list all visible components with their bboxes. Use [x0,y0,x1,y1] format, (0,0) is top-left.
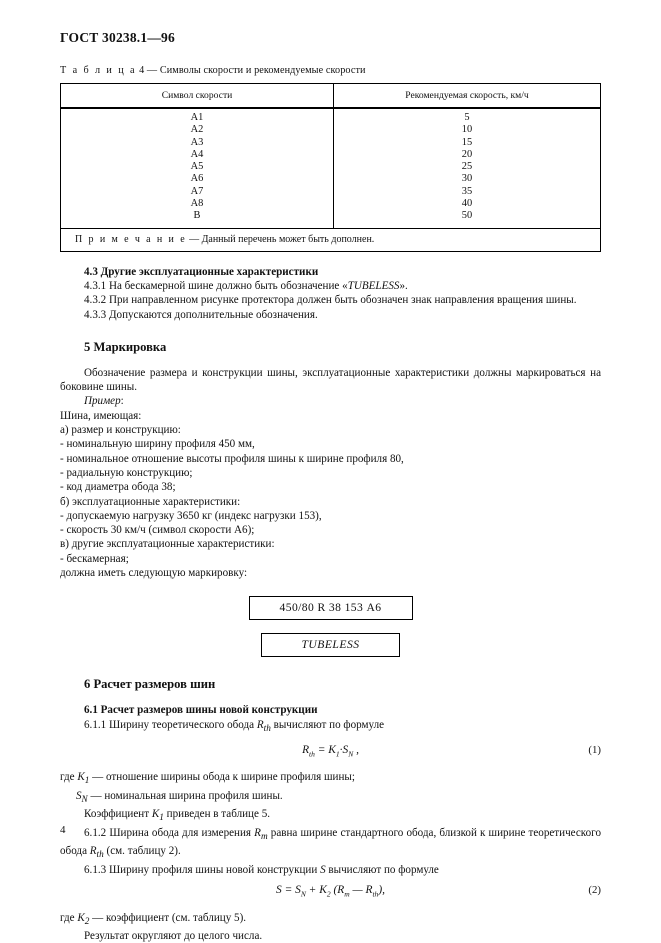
table-row: 15 [461,136,473,148]
formula-2-minus: — [349,884,366,897]
text-6-1-2-a: 6.1.2 Ширина обода для измерения [84,826,255,839]
var-Rth-2 [89,845,104,861]
table-row: В [193,210,201,222]
formula-2-K-sub: 2 [326,889,331,899]
formula-1-row [60,743,601,761]
var-S: S [320,863,326,876]
table-row: 40 [461,198,473,210]
text-tubeless-emphasis: TUBELESS [347,279,400,292]
result-note: Результат округляют до целого числа. [84,930,263,943]
example-list-item: б) эксплуатационные характеристики: [60,495,241,508]
table-row: А4 [190,148,204,160]
text-4-3-1-pre: 4.3.1 На бескамерной шине должно быть обозначение « [84,279,348,292]
formula-2-Rth-sub: th [372,889,379,899]
coef-postfix: приведен в таблице 5. [163,808,271,821]
coefficient-note [60,807,601,826]
paragraph-4-3-1 [60,279,601,293]
var-SN-subscript: N [81,795,88,806]
page-number: 4 [60,824,66,836]
formula-2-number: (2) [588,884,601,897]
marking-box-2-wrapper [60,633,601,657]
table-caption-text: 4 — Символы скорости и рекомендуемые скорости [139,65,366,76]
table-row: А6 [190,173,204,185]
example-list-item: - допускаемую нагрузку 3650 кг (индекс нагрузки 153), [60,509,322,522]
heading-4-3: 4.3 Другие эксплуатационные характеристики [84,265,319,278]
table-note-text: — Данный перечень может быть дополнен. [189,233,375,245]
table-row: А5 [190,161,204,173]
formula-2-plus: + [305,884,320,897]
formula-2-K2 [319,884,331,899]
where-3-text: — коэффициент (см. таблицу 5). [89,911,247,924]
table-row: 5 [464,112,470,123]
formula-1-S-sub: N [348,749,354,759]
marking-box-1-wrapper [60,596,601,620]
formula-2-SN-sub: N [300,889,306,899]
table-header-row [61,84,601,109]
var-Rth-2-base: R [89,845,97,858]
var-K1-ref [151,808,164,824]
example-list-item: - скорость 30 км/ч (символ скорости А6); [60,524,255,537]
table-header-speed: Рекомендуемая скорость, км/ч [334,84,601,109]
table-row: А1 [190,112,204,123]
table-row: А3 [190,136,204,148]
var-K2-subscript: 2 [84,916,90,927]
formula-1-K1 [328,744,340,759]
var-K1 [77,771,90,787]
example-label: Пример [84,395,121,408]
where-2-text: — номинальная ширина профиля шины. [87,789,283,802]
formula-2-S: S [276,884,282,897]
marking-box-tubeless: TUBELESS [261,633,400,657]
formula-1-K: K [328,744,336,757]
var-Rth-2-subscript: th [96,850,104,861]
paragraph-4-3-3: 4.3.3 Допускаются дополнительные обозначения. [84,308,318,321]
formula-1-lhs [302,744,315,759]
text-6-1-1-pre: 6.1.1 Ширину теоретического обода [84,718,257,731]
table-note-label: П р и м е ч а н и е [75,233,187,245]
table-note-cell [61,228,601,251]
where-clause-3 [60,911,601,930]
example-list-item: - код диаметра обода 38; [60,481,176,494]
var-R-base: R [256,718,264,731]
table-cell-symbols [61,108,334,228]
paragraph-6-1-2 [60,826,601,863]
table-row: 50 [461,210,473,222]
speed-symbols-table [60,83,601,252]
document-header: ГОСТ 30238.1—96 [60,30,175,45]
formula-2-equals: = [281,884,296,897]
table-row: 30 [461,173,473,185]
table-data-row [61,108,601,228]
where-clause-2 [60,789,601,808]
formula-1-comma: , [353,744,359,757]
table-header-symbol: Символ скорости [61,84,334,109]
paragraph-4-3-2: 4.3.2 При направленном рисунке протектора должен быть обозначен знак направления вращения шины. [84,294,577,307]
example-list-item: - радиальную конструкцию; [60,466,193,479]
table-row: А2 [190,124,204,136]
var-Rm-base: R [254,826,261,839]
where-clause-1 [60,770,601,789]
page-content [60,30,601,943]
formula-1-R: R [302,744,310,757]
formula-2-Rth [365,884,379,899]
table-row: 20 [461,148,473,160]
text-6-1-2-b: равна ширине стандартного обода, близкой к ширине теоретического обода [60,826,601,858]
var-K1-ref-subscript: 1 [159,813,164,824]
example-list-item: - номинальную ширину профиля 450 мм, [60,438,255,451]
formula-1-R-sub: th [309,749,315,759]
heading-section-5: 5 Маркировка [84,339,167,354]
var-K1-ref-base: K [151,808,160,821]
example-colon: : [120,395,124,408]
formula-2-open-paren: ( [330,884,338,897]
text-6-1-1-post: вычисляют по формуле [270,718,385,731]
var-Rm [254,826,268,843]
paragraph-section-5: Обозначение размера и конструкции шины, эксплуатационные характеристики должны маркироваться на боковине шины. [60,366,601,394]
example-list-item: в) другие эксплуатационные характеристики: [60,538,275,551]
var-K2 [77,911,90,927]
table-caption-label: Т а б л и ц а [60,65,137,76]
formula-2-Rth-base: R [365,884,373,897]
where-1-text: — отношение ширины обода к ширине профиля шины; [89,771,355,784]
formula-2-SN-base: S [295,884,301,897]
formula-1-K-sub: 1 [335,749,340,759]
where-1-prefix: где [60,771,78,784]
formula-1-number: (1) [588,744,601,757]
heading-section-6: 6 Расчет размеров шин [84,677,216,692]
table-row: А7 [190,185,204,197]
formula-1-S: S [342,744,349,757]
paragraph-6-1-3 [60,863,601,877]
formula-2-row [60,883,601,901]
table-cell-speeds [334,108,601,228]
formula-2-SN [295,884,306,899]
table-row: 35 [461,185,473,197]
formula-2-Rm [337,884,350,899]
example-list-item: - номинальное отношение высоты профиля шины к ширине профиля 80, [60,452,404,465]
formula-1-dot: · [339,744,343,757]
coef-prefix: Коэффициент [84,808,152,821]
table-row: А8 [190,198,204,210]
text-4-3-1-post: ». [399,279,408,292]
heading-6-1: 6.1 Расчет размеров шины новой конструкции [84,704,318,717]
example-list-item: должна иметь следующую маркировку: [60,567,248,580]
example-list-item: а) размер и конструкцию: [60,424,181,437]
formula-2-Rm-base: R [337,884,345,897]
var-SN-base: S [76,789,82,802]
table-row: 10 [461,124,473,136]
var-SN [76,789,88,806]
var-Rm-subscript: m [260,832,268,843]
where-3-prefix: где [60,911,78,924]
example-list-item: - бескамерная; [60,552,129,565]
text-6-1-2-c: (см. таблицу 2). [103,845,181,858]
table-caption [60,65,601,76]
text-6-1-3-b: вычисляют по формуле [325,863,439,876]
var-R-subscript: th [263,723,271,734]
var-R-th [256,718,271,734]
var-K1-subscript: 1 [84,776,90,787]
table-row: 25 [461,161,473,173]
formula-2-close-paren: ), [378,884,385,897]
paragraph-6-1-1 [60,718,601,737]
marking-box-size: 450/80 R 38 153 А6 [249,596,413,620]
formula-1-equals: = [314,744,329,757]
table-note-row [61,228,601,251]
example-label-line [60,394,601,408]
var-K1-base: K [77,771,85,784]
formula-2-K-base: K [319,884,327,897]
text-6-1-3-a: 6.1.3 Ширину профиля шины новой конструкции [84,863,321,876]
formula-2-Rm-sub: m [344,889,350,899]
var-K2-base: K [77,911,85,924]
formula-1-SN [342,744,354,759]
example-intro: Шина, имеющая: [60,409,142,422]
